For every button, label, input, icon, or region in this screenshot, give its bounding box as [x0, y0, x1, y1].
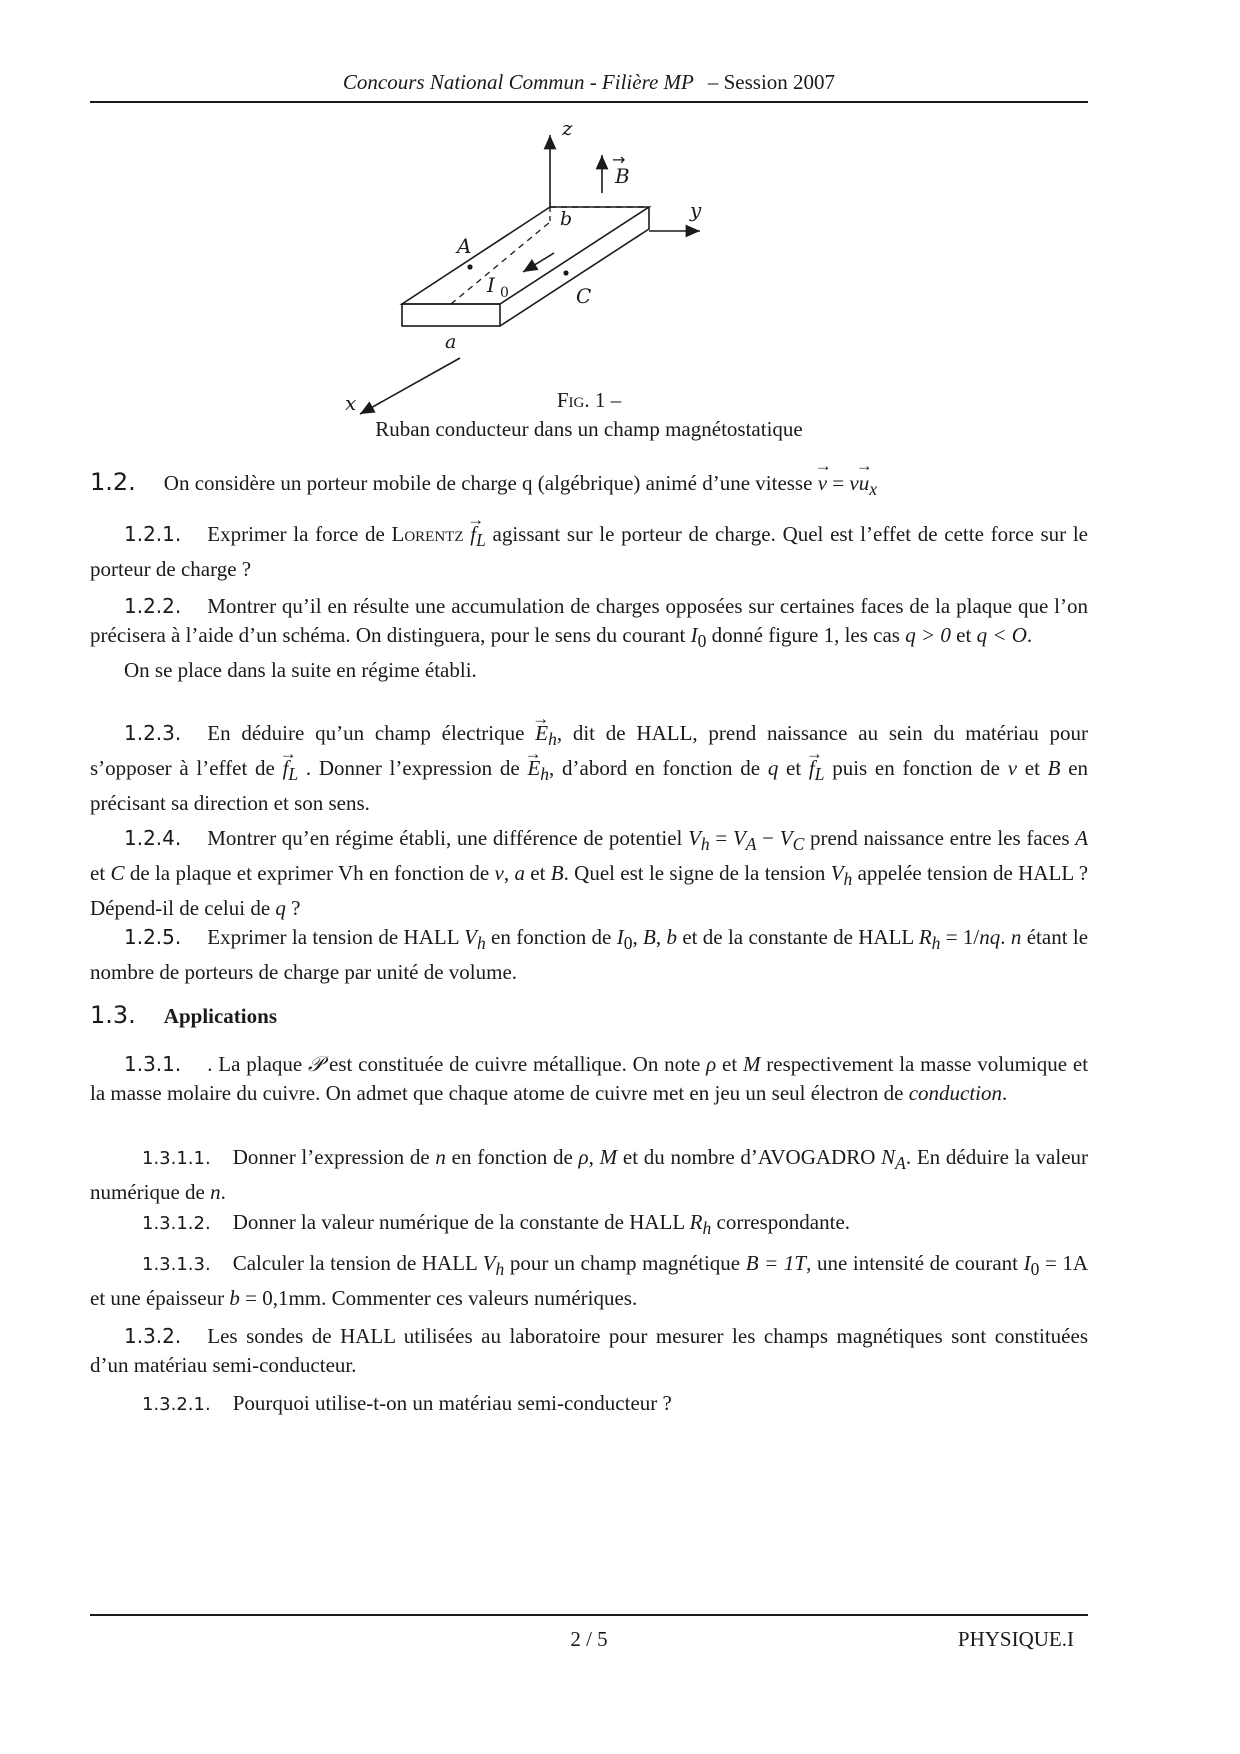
header-rule	[90, 101, 1088, 103]
paragraph-1-2-3: 1.2.3. En déduire qu’un champ électrique → $E_h$, dit de HALL, prend naissance au sein du matériau pour s’opposer à l’effet de → $f_L$ . Donner l’expression de → $E_h$, d’abord en fonction de q et → $f_L$ puis en fonction de v et B en précisant sa direction et son sens.	[90, 719, 1088, 818]
label-current: I	[487, 273, 495, 297]
section-1-2: 1.2. On considère un porteur mobile de charge q (algébrique) animé d’une vitesse → $v = v\to u_x$	[90, 468, 1088, 500]
b-vector-arrow-icon: →	[612, 150, 626, 169]
point-a	[467, 264, 472, 269]
header-title: Concours National Commun - Filière MP	[342, 70, 694, 94]
strip-top-face	[402, 207, 649, 304]
label-y: y	[690, 198, 702, 222]
paragraph-1-2-2: 1.2.2. Montrer qu’il en résulte une accumulation de charges opposées sur certaines faces de la plaque que l’on précisera à l’aide d’un schéma. On distinguera, pour le sens du courant $I_0$ donné figure 1, les cas q > 0 et q < O. On se place dans la suite en régime établi.	[90, 594, 1088, 683]
label-current-sub: 0	[500, 285, 509, 301]
paragraph-1-3-1-3: 1.3.1.3. Calculer la tension de HALL $V_h$ pour un champ magnétique B = 1T, une intensité de courant $I_0 = 1A$ et une épaisseur b = 0,1mm. Commenter ces valeurs numériques.	[90, 1251, 1089, 1311]
footer-subject: PHYSIQUE.I	[957, 1627, 1074, 1651]
paragraph-1-3-1-2: 1.3.1.2. Donner la valeur numérique de la constante de HALL $R_h$ correspondante.	[142, 1210, 851, 1239]
paragraph-1-2-1: 1.2.1. Exprimer la force de Lorentz → $f_L$ agissant sur le porteur de charge. Quel est l’effet de cette force sur le porteur de charge ?	[90, 520, 1088, 584]
page-header	[90, 70, 1088, 95]
paragraph-1-3-1: 1.3.1. . La plaque 𝒫 est constituée de cuivre métallique. On note ρ et M respectivement la masse volumique et la masse molaire du cuivre. On admet que chaque atome de cuivre met en jeu un seul électron de conduction.	[90, 1052, 1089, 1105]
paragraph-1-2-4: 1.2.4. Montrer qu’en régime établi, une différence de potentiel $V_h = V_A - V_C$ prend naissance entre les faces A et C de la plaque et exprimer Vh en fonction de v, a et B. Quel est le signe de la tension $V_h$ appelée tension de HALL ? Dépend-il de celui de q ?	[90, 826, 1089, 921]
paragraph-1-3-2-1: 1.3.2.1. Pourquoi utilise-t-on un matériau semi-conducteur ?	[142, 1391, 672, 1415]
page	[90, 0, 1088, 1754]
figure-number: Fig. 1 –	[556, 388, 622, 412]
figure-caption: Ruban conducteur dans un champ magnétostatique	[375, 417, 803, 441]
strip-front-face	[402, 304, 500, 326]
paragraph-1-2-5: 1.2.5. Exprimer la tension de HALL $V_h$ en fonction de $I_0$, B, b et de la constante de HALL $R_h = 1/nq$. n étant le nombre de porteurs de charge par unité de volume.	[90, 925, 1089, 985]
section-1-3: 1.3. Applications	[90, 1001, 277, 1029]
paragraph-1-3-2: 1.3.2. Les sondes de HALL utilisées au laboratoire pour mesurer les champs magnétiques sont constituées d’un matériau semi-conducteur.	[90, 1324, 1088, 1377]
current-arrow	[523, 253, 554, 272]
label-z: z	[562, 125, 573, 140]
page-number: 2 / 5	[570, 1627, 608, 1651]
figure-conducting-strip	[340, 125, 900, 415]
label-thickness-b: b	[560, 208, 573, 230]
label-face-c: C	[576, 284, 592, 308]
point-c	[563, 270, 568, 275]
label-b-field: B	[615, 164, 630, 188]
paragraph-1-3-1-1: 1.3.1.1. Donner l’expression de n en fonction de ρ, M et du nombre d’AVOGADRO $N_A$. En déduire la valeur numérique de n.	[90, 1145, 1089, 1205]
label-width-a: a	[445, 331, 457, 353]
header-session: – Session 2007	[707, 70, 836, 94]
label-x: x	[345, 391, 357, 415]
footer-rule	[90, 1614, 1088, 1616]
label-face-a: A	[457, 234, 472, 258]
